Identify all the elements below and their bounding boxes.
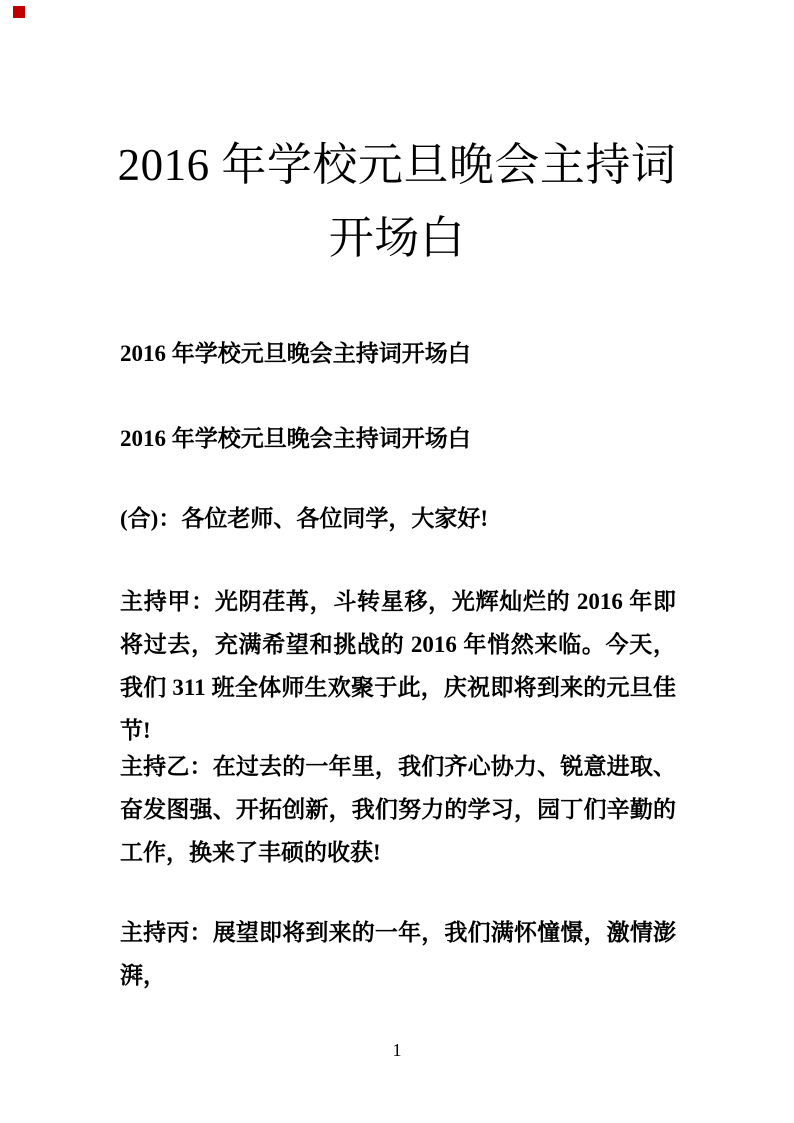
page-number: 1 — [392, 1040, 402, 1060]
host-c-paragraph: 主持丙：展望即将到来的一年，我们满怀憧憬，激情澎湃， — [120, 920, 676, 988]
heading-paragraph-2: 2016 年学校元旦晚会主持词开场白 — [120, 426, 471, 451]
heading-paragraph-1: 2016 年学校元旦晚会主持词开场白 — [120, 341, 471, 366]
host-a-paragraph: 主持甲：光阴荏苒，斗转星移，光辉灿烂的 2016 年即将过去，充满希望和挑战的 2016 年悄然来临。今天，我们 311 班全体师生欢聚于此，庆祝即将到来的元旦佳节! — [120, 589, 676, 743]
red-corner-marker — [13, 6, 25, 18]
document-title: 2016 年学校元旦晚会主持词开场白 — [117, 140, 677, 263]
host-b-paragraph: 主持乙：在过去的一年里，我们齐心协力、锐意进取、奋发图强、开拓创新，我们努力的学习，园丁们辛勤的工作，换来了丰硕的收获! — [120, 754, 676, 865]
chorus-greeting-paragraph: (合)：各位老师、各位同学，大家好! — [120, 506, 488, 531]
